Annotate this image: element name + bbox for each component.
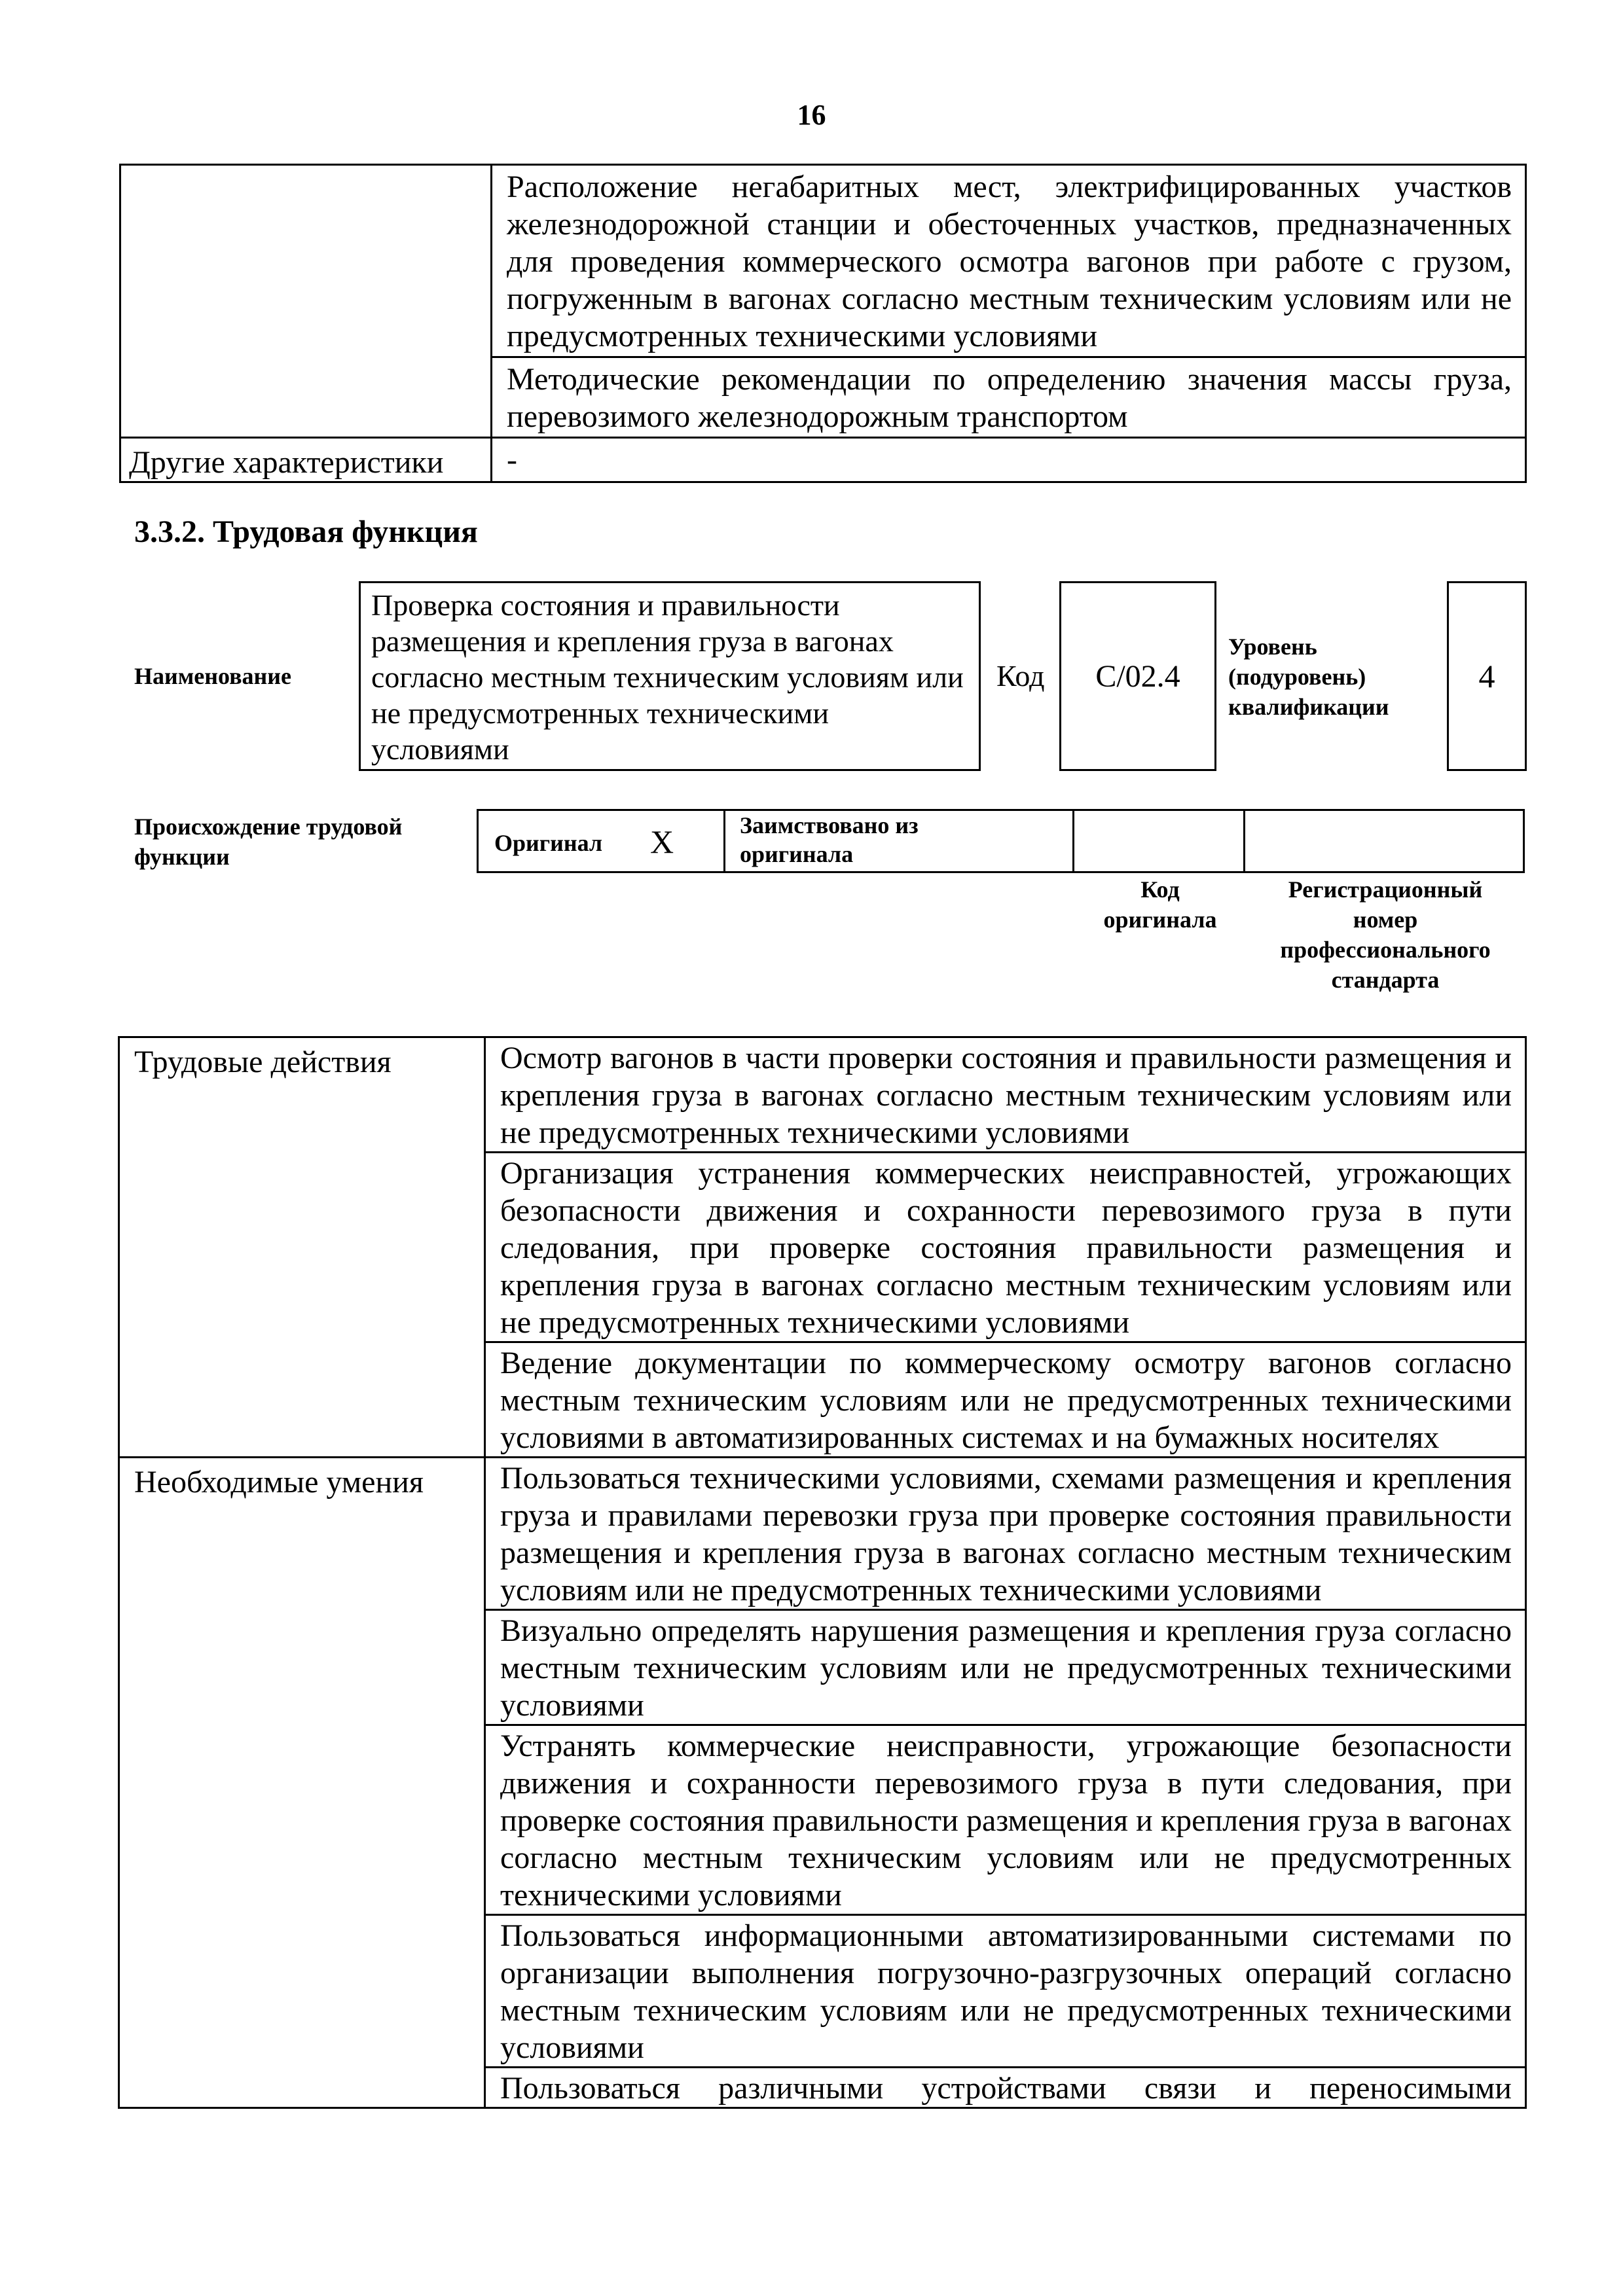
borrowed-label-line: оригинала [740,841,854,867]
row-label: Трудовые действия [119,1037,485,1458]
origin-label-line: функции [134,844,230,870]
caption-line: номер [1353,906,1418,933]
borrowed-label-line: Заимствовано из [740,812,919,838]
table-cell: Организация устранения коммерческих неисправностей, угрожающих безопасности движения и сохранности перевозимого груза в пути следования, при проверке состояния правильности размещения и крепления груза в вагонах согласно местным техническим условиям или не предусмотренных техническими условиями [485,1153,1526,1342]
table-cell: Пользоваться техническими условиями, схемами размещения и крепления груза и правилами перевозки груза при проверке состояния правильности размещения и крепления груза в вагонах согласно местным техническим условиям или не предусмотренных техническими условиями [485,1458,1526,1610]
code-box [1059,581,1216,771]
table-cell: Пользоваться информационными автоматизированными системами по организации выполнения погрузочно-разгрузочных операций согласно местным техническим условиям или не предусмотренных техническими условиями [485,1915,1526,2068]
row-label: Другие характеристики [120,438,492,482]
table-row [120,165,1526,357]
row-label: Необходимые умения [119,1458,485,2108]
origin-label-line: Происхождение трудовой [134,814,403,840]
original-cell [477,809,725,873]
function-name-box: Проверка состояния и правильности размещения и крепления груза в вагонах согласно местным техническим условиям или не предусмотренных техническими условиями [359,581,981,771]
borrowed-cell [723,809,1074,873]
code-value: C/02.4 [1095,658,1180,694]
main-table [118,1036,1527,2109]
caption-line: Регистрационный [1288,876,1483,903]
code-label: Код [996,659,1045,692]
caption-line: Код [1140,876,1180,903]
section-title: 3.3.2. Трудовая функция [134,514,478,549]
origin-row [477,809,1527,873]
original-mark: X [650,823,674,860]
original-label: Оригинал [494,830,603,856]
caption-line: оригинала [1103,906,1217,933]
table-cell: Расположение негабаритных мест, электрифицированных участков железнодорожной станции и обесточенных участков, предназначенных для проведения коммерческого осмотра вагонов при работе с грузом, погруженным в вагонах согласно местным техническим условиям или не предусмотренных техническими условиями [492,165,1526,357]
table-cell: Осмотр вагонов в части проверки состояния и правильности размещения и крепления груза в вагонах согласно местным техническим условиям или не предусмотренных техническими условиями [485,1037,1526,1153]
origin-label [134,812,402,872]
borrowed-label [740,811,919,869]
table-cell: Ведение документации по коммерческому осмотру вагонов согласно местным техническим условиям или не предусмотренных техническими условиями в автоматизированных системах и на бумажных носителях [485,1342,1526,1458]
page-number: 16 [797,99,826,131]
table-cell: Пользоваться различными устройствами связи и переносимыми [485,2068,1526,2108]
caption-line: профессионального [1280,937,1491,963]
name-label: Наименование [134,663,291,689]
table-cell: - [492,438,1526,482]
table-cell: Методические рекомендации по определению значения массы груза, перевозимого железнодорожным транспортом [492,357,1526,438]
table-cell: Устранять коммерческие неисправности, угрожающие безопасности движения и сохранности перевозимого груза в пути следования, при проверке состояния правильности размещения и крепления груза в вагонах согласно местным техническим условиям или не предусмотренных техническими условиями [485,1725,1526,1915]
level-label-line: Уровень [1228,634,1317,660]
code-original-caption [1075,874,1245,935]
reg-number-cell [1243,809,1525,873]
table-row [119,1037,1526,1153]
code-original-cell [1072,809,1245,873]
table-row [119,1458,1526,1610]
level-label [1228,632,1389,722]
level-label-line: квалификации [1228,694,1389,720]
level-label-line: (подуровень) [1228,664,1366,690]
table-row [120,438,1526,482]
level-box [1447,581,1527,771]
caption-line: стандарта [1331,967,1440,993]
reg-number-caption [1244,874,1527,995]
level-value: 4 [1478,658,1495,694]
table-cell: Визуально определять нарушения размещения и крепления груза согласно местным техническим условиям или не предусмотренных техническими условиями [485,1610,1526,1725]
table-cell-empty [120,165,492,438]
top-table [119,164,1527,483]
